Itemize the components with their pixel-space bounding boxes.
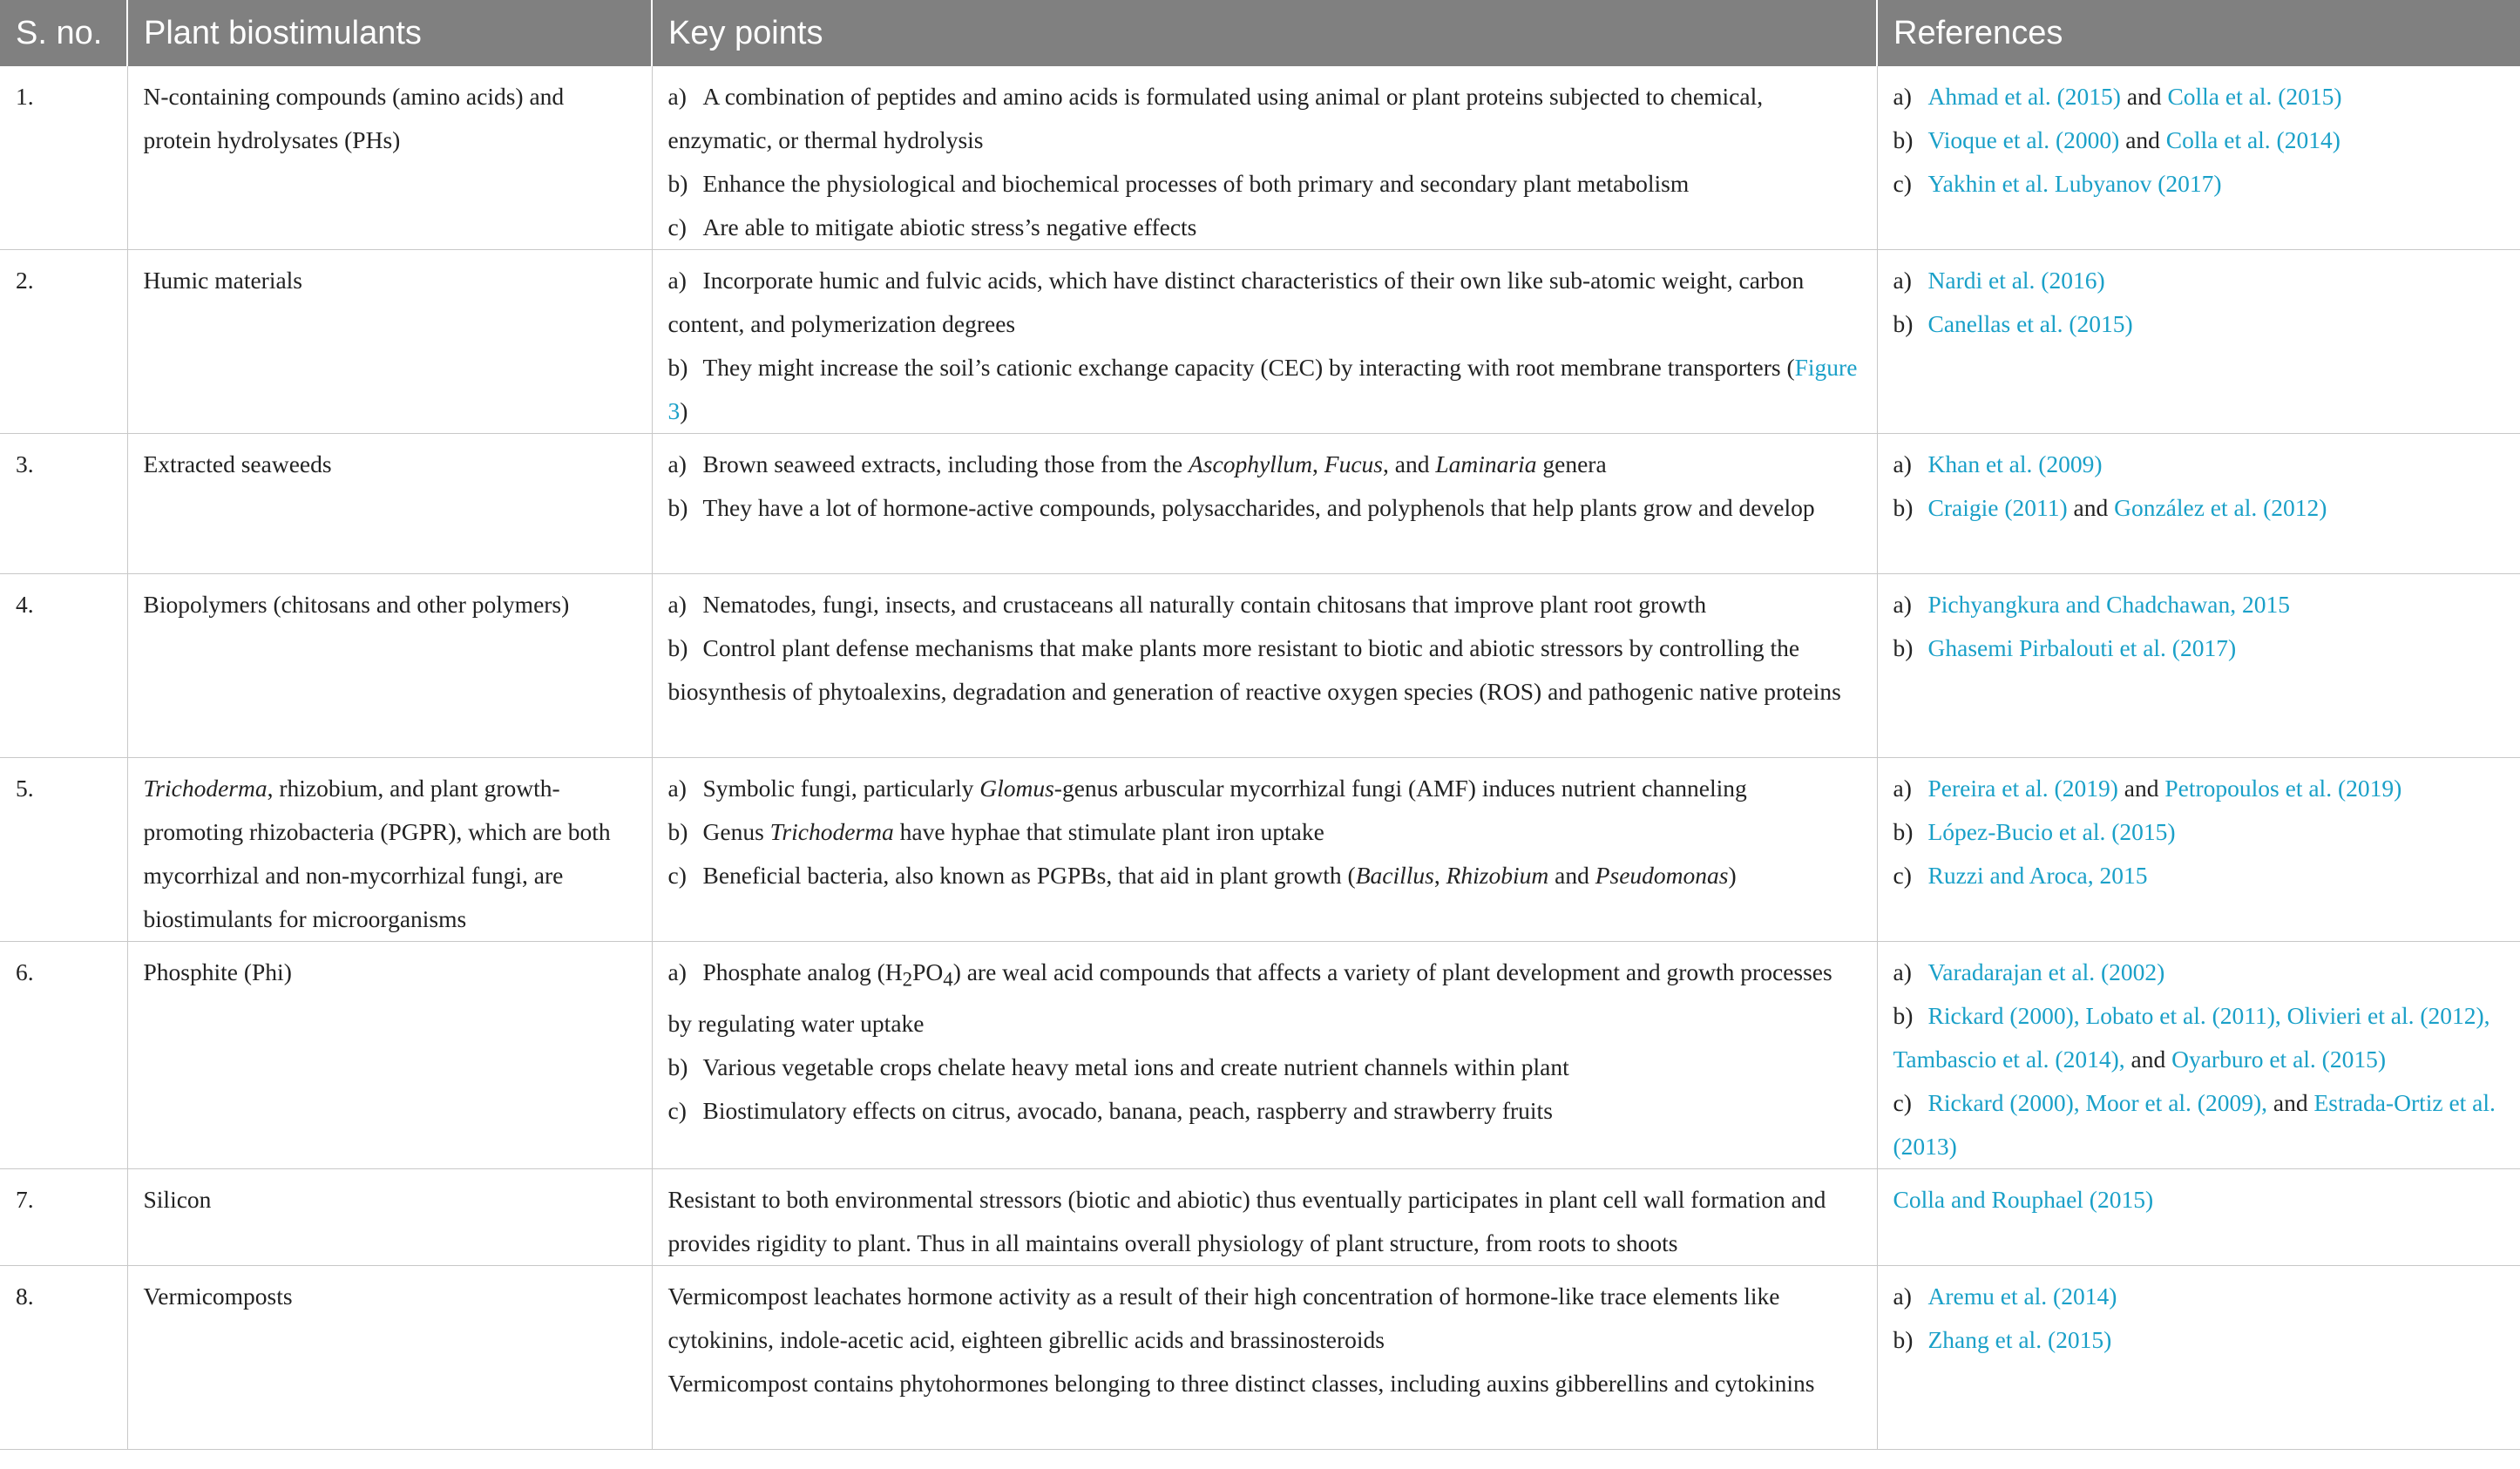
table-row	[0, 1169, 2520, 1266]
cell-references	[1877, 942, 2520, 1169]
header-key-points: Key points	[652, 0, 1877, 66]
table-row	[0, 250, 2520, 434]
reference-link[interactable]: Colla et al. (2015)	[2167, 83, 2342, 110]
reference-link[interactable]: Estrada-Ortiz et al. (2013)	[1893, 1089, 2496, 1160]
cell-key-points	[652, 434, 1877, 574]
key-point: Vermicompost leachates hormone activity as a result of their high concentration of hormone-like trace elements like cytokinins, indole-acetic acid, eighteen gibrellic acids and brassinosteroids	[667, 1283, 1780, 1353]
reference-item: c) Ruzzi and Aroca, 2015	[1893, 862, 2148, 889]
table-row	[0, 66, 2520, 250]
cell-biostimulant: Biopolymers (chitosans and other polymers)	[127, 574, 652, 758]
figure-link[interactable]: Figure 3	[667, 354, 1858, 424]
cell-biostimulant: Humic materials	[127, 250, 652, 434]
header-sno: S. no.	[0, 0, 127, 66]
key-point: a) Incorporate humic and fulvic acids, which have distinct characteristics of their own like sub-atomic weight, carbon content, and polymerization degrees	[667, 267, 1805, 337]
cell-references	[1877, 1169, 2520, 1266]
reference-item: b) Rickard (2000), Lobato et al. (2011), Olivieri et al. (2012), Tambascio et al. (2014), and Oyarburo et al. (2015)	[1893, 1002, 2490, 1073]
reference-link[interactable]: Vioque et al. (2000)	[1927, 126, 2120, 153]
cell-references	[1877, 434, 2520, 574]
reference-item: c) Rickard (2000), Moor et al. (2009), and Estrada-Ortiz et al. (2013)	[1893, 1089, 2496, 1160]
reference-link[interactable]: Ruzzi and Aroca, 2015	[1927, 862, 2148, 889]
key-point: a) Phosphate analog $(H_2PO_4)$ are weal acid compounds that affects a variety of plant development and growth processes by regulating water uptake	[667, 958, 1832, 1037]
reference-link[interactable]: Pichyangkura and Chadchawan, 2015	[1927, 591, 2290, 618]
reference-item: b) Zhang et al. (2015)	[1893, 1326, 2112, 1353]
cell-key-points	[652, 574, 1877, 758]
table-row	[0, 434, 2520, 574]
reference-link[interactable]: Colla et al. (2014)	[2165, 126, 2340, 153]
cell-biostimulant: Silicon	[127, 1169, 652, 1266]
reference-link[interactable]: Khan et al. (2009)	[1927, 450, 2103, 477]
reference-item: a) Khan et al. (2009)	[1893, 450, 2103, 477]
reference-item: b) Vioque et al. (2000) and Colla et al. (2014)	[1893, 126, 2340, 153]
cell-sno: 2.	[0, 250, 127, 434]
header-row	[0, 0, 2520, 66]
cell-references	[1877, 758, 2520, 942]
key-point: a) Brown seaweed extracts, including those from the Ascophyllum, Fucus, and Laminaria genera	[667, 450, 1607, 477]
cell-key-points	[652, 758, 1877, 942]
cell-references	[1877, 574, 2520, 758]
cell-key-points	[652, 250, 1877, 434]
reference-item: a) Pichyangkura and Chadchawan, 2015	[1893, 591, 2290, 618]
reference-link[interactable]: Ghasemi Pirbalouti et al. (2017)	[1927, 634, 2237, 661]
cell-references	[1877, 250, 2520, 434]
table-row	[0, 942, 2520, 1169]
cell-biostimulant: N-containing compounds (amino acids) and protein hydrolysates (PHs)	[127, 66, 652, 250]
reference-link[interactable]: Varadarajan et al. (2002)	[1927, 958, 2165, 985]
key-point: b) Control plant defense mechanisms that make plants more resistant to biotic and abiotic stressors by controlling the biosynthesis of phytoalexins, degradation and generation of reactive oxygen species (ROS) and pathogenic native proteins	[667, 634, 1841, 705]
cell-sno: 6.	[0, 942, 127, 1169]
table-row	[0, 1266, 2520, 1450]
cell-references	[1877, 66, 2520, 250]
reference-link[interactable]: Yakhin et al. Lubyanov (2017)	[1927, 170, 2222, 197]
key-point: c) Biostimulatory effects on citrus, avocado, banana, peach, raspberry and strawberry fruits	[667, 1096, 1553, 1124]
reference-item: a) Aremu et al. (2014)	[1893, 1283, 2117, 1310]
cell-sno: 8.	[0, 1266, 127, 1450]
reference-link[interactable]: Pereira et al. (2019)	[1927, 775, 2118, 802]
cell-sno: 5.	[0, 758, 127, 942]
key-point: b) They have a lot of hormone-active compounds, polysaccharides, and polyphenols that help plants grow and develop	[667, 494, 1815, 521]
table-row	[0, 574, 2520, 758]
table-row	[0, 758, 2520, 942]
reference-item: a) Ahmad et al. (2015) and Colla et al. (2015)	[1893, 83, 2342, 110]
reference-item: b) Craigie (2011) and González et al. (2012)	[1893, 494, 2327, 521]
reference-link[interactable]: Colla and Rouphael (2015)	[1893, 1186, 2154, 1213]
reference-link[interactable]: López-Bucio et al. (2015)	[1927, 818, 2176, 845]
key-point: b) They might increase the soil’s cationic exchange capacity (CEC) by interacting with root membrane transporters (Figure 3)	[667, 354, 1858, 424]
header-biostimulants: Plant biostimulants	[127, 0, 652, 66]
cell-biostimulant: Vermicomposts	[127, 1266, 652, 1450]
header-references: References	[1877, 0, 2520, 66]
key-point: a) A combination of peptides and amino acids is formulated using animal or plant proteins subjected to chemical, enzymatic, or thermal hydrolysis	[667, 83, 1764, 153]
cell-biostimulant: Phosphite (Phi)	[127, 942, 652, 1169]
cell-biostimulant: Extracted seaweeds	[127, 434, 652, 574]
reference-link[interactable]: González et al. (2012)	[2114, 494, 2327, 521]
reference-link[interactable]: Craigie (2011)	[1927, 494, 2068, 521]
reference-link[interactable]: Ahmad et al. (2015)	[1927, 83, 2121, 110]
reference-item: b) Canellas et al. (2015)	[1893, 310, 2133, 337]
reference-link[interactable]: Canellas et al. (2015)	[1927, 310, 2133, 337]
reference-item: a) Pereira et al. (2019) and Petropoulos et al. (2019)	[1893, 775, 2402, 802]
cell-references	[1877, 1266, 2520, 1450]
reference-item: c) Yakhin et al. Lubyanov (2017)	[1893, 170, 2222, 197]
key-point: b) Genus Trichoderma have hyphae that stimulate plant iron uptake	[667, 818, 1324, 845]
key-point: a) Symbolic fungi, particularly Glomus-genus arbuscular mycorrhizal fungi (AMF) induces nutrient channeling	[667, 775, 1747, 802]
key-point: b) Various vegetable crops chelate heavy metal ions and create nutrient channels within plant	[667, 1053, 1569, 1080]
cell-key-points	[652, 1266, 1877, 1450]
reference-link[interactable]: Rickard (2000), Moor et al. (2009),	[1927, 1089, 2267, 1116]
key-point: a) Nematodes, fungi, insects, and crustaceans all naturally contain chitosans that improve plant root growth	[667, 591, 1707, 618]
reference-item: a) Nardi et al. (2016)	[1893, 267, 2105, 294]
cell-key-points: Resistant to both environmental stressors (biotic and abiotic) thus eventually participates in plant cell wall formation and provides rigidity to plant. Thus in all maintains overall physiology of plant structure, from roots to shoots	[652, 1169, 1877, 1266]
key-point: c) Beneficial bacteria, also known as PGPBs, that aid in plant growth (Bacillus, Rhizobium and Pseudomonas)	[667, 862, 1737, 889]
key-point: Vermicompost contains phytohormones belonging to three distinct classes, including auxins gibberellins and cytokinins	[667, 1370, 1815, 1397]
cell-key-points	[652, 942, 1877, 1169]
reference-link[interactable]: Petropoulos et al. (2019)	[2164, 775, 2402, 802]
reference-link[interactable]: Aremu et al. (2014)	[1927, 1283, 2117, 1310]
reference-link[interactable]: Nardi et al. (2016)	[1927, 267, 2105, 294]
reference-item: b) Ghasemi Pirbalouti et al. (2017)	[1893, 634, 2237, 661]
table-header	[0, 0, 2520, 66]
reference-link[interactable]: Oyarburo et al. (2015)	[2171, 1046, 2386, 1073]
key-point: c) Are able to mitigate abiotic stress’s negative effects	[667, 213, 1197, 240]
reference-link[interactable]: Zhang et al. (2015)	[1927, 1326, 2112, 1353]
key-point: b) Enhance the physiological and biochemical processes of both primary and secondary plant metabolism	[667, 170, 1690, 197]
cell-biostimulant: Trichoderma, rhizobium, and plant growth-promoting rhizobacteria (PGPR), which are both mycorrhizal and non-mycorrhizal fungi, are biostimulants for microorganisms	[127, 758, 652, 942]
reference-item: b) López-Bucio et al. (2015)	[1893, 818, 2176, 845]
cell-key-points	[652, 66, 1877, 250]
reference-link[interactable]: Rickard (2000), Lobato et al. (2011), Olivieri et al. (2012), Tambascio et al. (2014),	[1893, 1002, 2490, 1073]
cell-sno: 7.	[0, 1169, 127, 1266]
reference-item: a) Varadarajan et al. (2002)	[1893, 958, 2165, 985]
cell-sno: 1.	[0, 66, 127, 250]
cell-sno: 4.	[0, 574, 127, 758]
cell-sno: 3.	[0, 434, 127, 574]
